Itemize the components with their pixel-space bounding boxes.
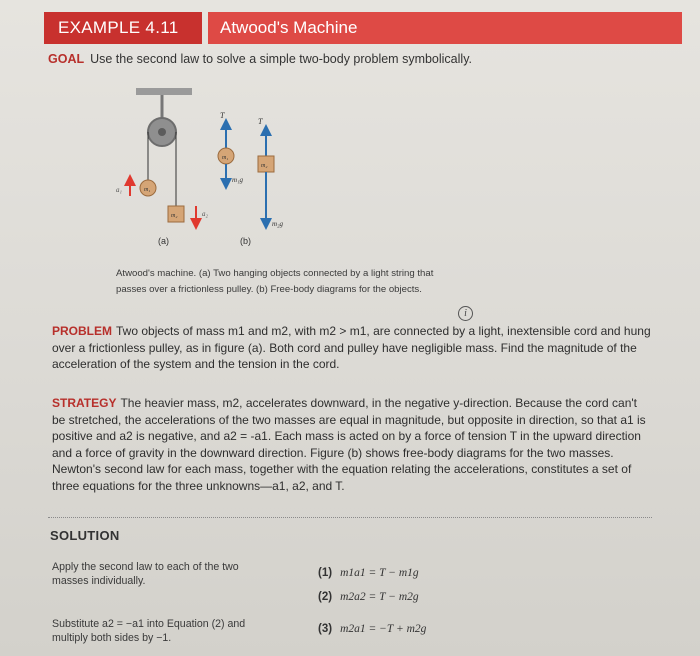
ceiling-bar bbox=[136, 88, 192, 95]
fbd-mass-m2-label: m₂ bbox=[261, 163, 268, 169]
solution-step-2: Substitute a2 = −a1 into Equation (2) and multiply both sides by −1. bbox=[52, 618, 246, 644]
mass-m2-label: m₂ bbox=[171, 213, 178, 219]
accel-a1-label: a₁ bbox=[116, 186, 122, 194]
tension-label-m2: T bbox=[258, 117, 263, 126]
solution-heading: SOLUTION bbox=[50, 528, 120, 543]
problem-label: PROBLEM bbox=[52, 324, 112, 338]
equation-3 bbox=[318, 623, 426, 635]
equation-2-expr: m2a2 = T − m2g bbox=[340, 591, 419, 603]
info-icon[interactable]: i bbox=[458, 306, 473, 321]
goal-label: GOAL bbox=[48, 52, 85, 66]
mass-m1-label: m₁ bbox=[144, 187, 151, 193]
goal-line bbox=[48, 52, 472, 66]
strategy-section bbox=[52, 395, 652, 495]
tension-label-m1: T bbox=[220, 111, 225, 120]
equation-2 bbox=[318, 591, 419, 603]
equation-3-expr: m2a1 = −T + m2g bbox=[340, 623, 427, 635]
problem-text: Two objects of mass m1 and m2, with m2 > m1, are connected by a light, inextensible cord and hung over a frictionless pulley, as in figure (a). Both cord and pulley have negligible mass. Find the magnitude of the acceleration of the system and the tension in the cord. bbox=[52, 324, 651, 372]
fbd-mass-m1-label: m₁ bbox=[222, 155, 229, 161]
solution-step-1: Apply the second law to each of the two masses individually. bbox=[52, 561, 239, 587]
goal-text: Use the second law to solve a simple two-body problem symbolically. bbox=[90, 52, 472, 66]
strategy-label: STRATEGY bbox=[52, 396, 117, 410]
strategy-text: The heavier mass, m2, accelerates downward, in the negative y-direction. Because the cord can't be stretched, the accelerations of the two masses are equal in magnitude, but opposite in direction, so that a1 is positive and a2 is negative, and a2 = -a1. Each mass is acted on by a force of tension T in the upward direction and a force of gravity in the downward direction. Figure (b) shows free-body diagrams for the two masses. Newton's second law for each mass, together with the equation relating the accelerations, constitutes a set of three equations for the three unknowns—a1, a2, and T. bbox=[52, 396, 646, 493]
figure-caption: Atwood's machine. (a) Two hanging objects connected by a light string that passes over a frictionless pulley. (b) Free-body diagrams for the objects. bbox=[116, 268, 434, 295]
equation-1-expr: m1a1 = T − m1g bbox=[340, 567, 419, 579]
equation-1 bbox=[318, 567, 419, 579]
example-label: EXAMPLE 4.11 bbox=[44, 12, 202, 44]
equation-2-number: (2) bbox=[318, 591, 333, 603]
problem-section bbox=[52, 323, 652, 373]
equation-3-number: (3) bbox=[318, 623, 333, 635]
gravity-label-m2: m₂g bbox=[272, 220, 283, 228]
equation-1-number: (1) bbox=[318, 567, 333, 579]
accel-a2-label: a₂ bbox=[202, 210, 208, 218]
gravity-label-m1: m₁g bbox=[232, 176, 243, 184]
example-header bbox=[44, 12, 682, 44]
example-title: Atwood's Machine bbox=[208, 12, 682, 44]
atwood-figure bbox=[108, 84, 338, 248]
pulley-axle bbox=[158, 128, 166, 136]
figure-label-b: (b) bbox=[240, 236, 251, 246]
section-divider bbox=[48, 517, 652, 518]
figure-label-a: (a) bbox=[158, 236, 169, 246]
